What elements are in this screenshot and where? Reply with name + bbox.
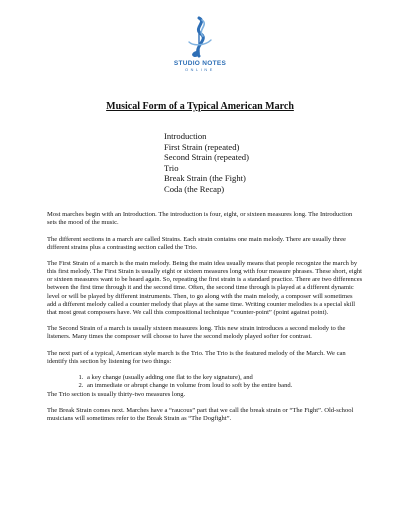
document-title: Musical Form of a Typical American March <box>106 101 294 112</box>
trio-end-text: The Trio section is usually thirty-two measures long. <box>47 390 186 398</box>
outline-item: Coda (the Recap) <box>164 183 225 194</box>
logo-subtitle: ONLINE <box>185 67 215 72</box>
outline-item: First Strain (repeated) <box>164 141 240 152</box>
paragraph-introduction: Most marches begin with an Introduction. The introduction is four, eight, or sixteen measures long. The Introduction sets the mood of the music. <box>47 211 353 227</box>
outline-item: Break Strain (the Fight) <box>164 173 246 184</box>
list-item: 2. an immediate or abrupt change in volume from loud to soft by the entire band. <box>85 382 363 390</box>
trio-intro-text: The next part of a typical, American style march is the Trio. The Trio is the featured melody of the March. We can identify this section by listening for two things: <box>47 349 346 365</box>
paragraph-second-strain: The Second Strain of a march is usually sixteen measures long. This new strain introduces a second melody to the listeners. Many times the composer will choose to have the second melody played softer for contrast. <box>47 325 346 341</box>
outline-item: Trio <box>164 162 179 173</box>
paragraph-strains: The different sections in a march are called Strains. Each strain contains one main melody. There are usually three different strains plus a contrasting section called the Trio. <box>47 235 346 251</box>
music-note-logo-icon <box>185 16 215 60</box>
outline-item: Introduction <box>164 131 207 141</box>
paragraph-break-strain: The Break Strain comes next. Marches have a “raucous” part that we call the break strain or “The Fight”. Old-school musicians will sometimes refer to the Break Strain as “The Dogfight”. <box>47 406 354 423</box>
logo-name: STUDIO NOTES <box>173 60 227 67</box>
document-body <box>47 211 363 431</box>
paragraph-trio <box>47 350 363 366</box>
march-outline <box>164 131 249 195</box>
trio-list <box>47 374 363 390</box>
paragraph-first-strain: The First Strain of a march is the main melody. Being the main idea usually means that people recognize the march by this first melody. The First Strain is usually eight or sixteen measures long with four measure phrases. These short, eight or sixteen measures want to be heard again. So, repeating the first strain is a standard practice. There are two differences between the first time through it and the second time. Often, the second time through is played at a different dynamic level or will be played by different instruments. Then, to go along with the main melody, a composer will sometimes add a different melody called a counter melody that plays at the same time. Writing counter melodies is a special skill that most great composers have. We call this compositional technique “counter-point” (point against point). <box>47 260 363 316</box>
outline-item: Second Strain (repeated) <box>164 152 249 163</box>
list-item: 1. a key change (usually adding one flat to the key signature), and <box>85 374 363 382</box>
studio-notes-logo <box>160 16 240 72</box>
